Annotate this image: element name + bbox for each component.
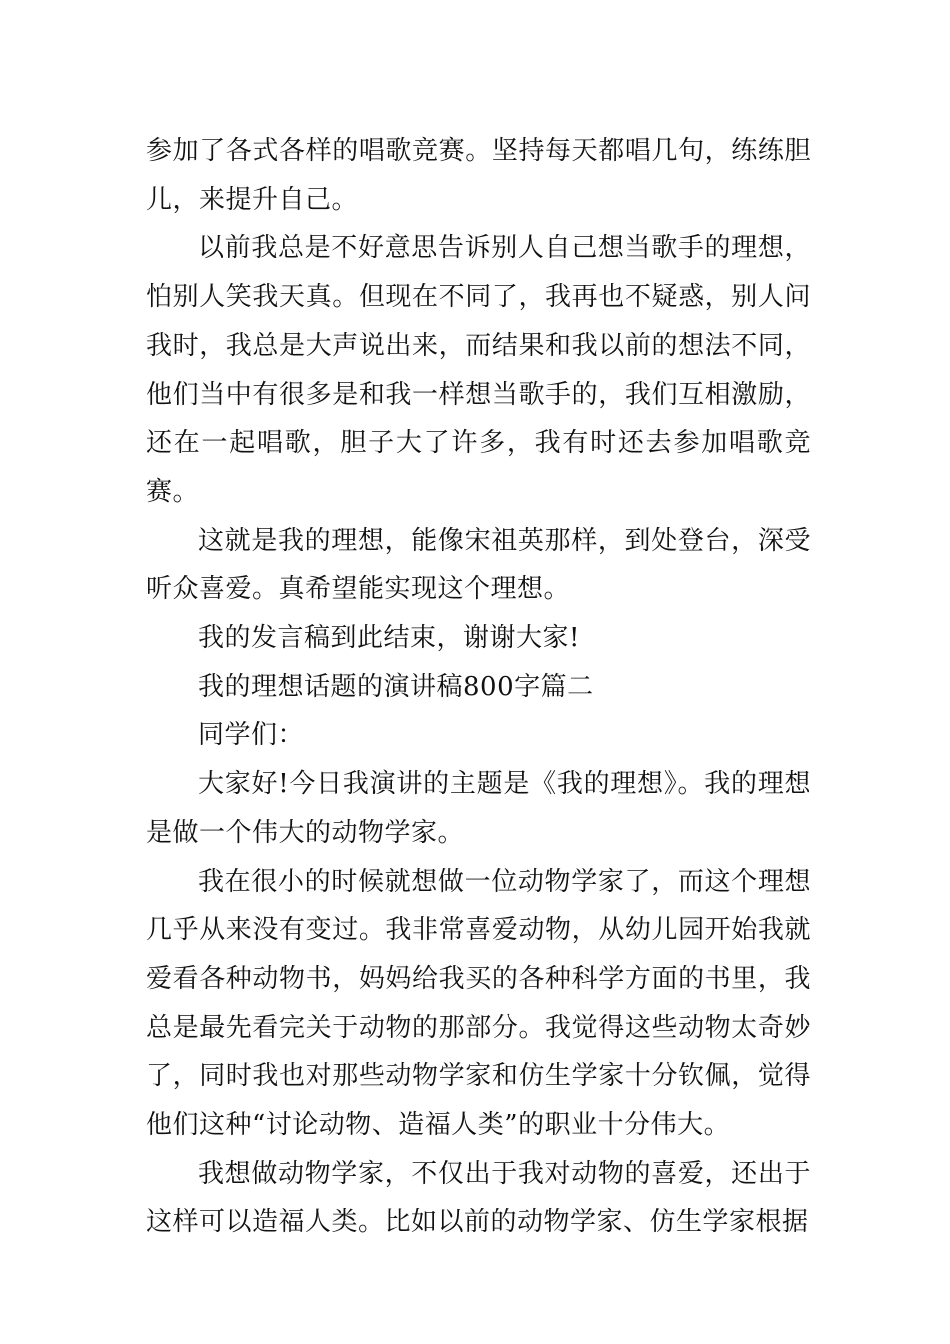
paragraph-closing: 我的发言稿到此结束，谢谢大家!: [198, 623, 580, 654]
document-body: [146, 127, 811, 1247]
section-title: 我的理想话题的演讲稿800字篇二: [198, 671, 594, 702]
salutation: 同学们：: [198, 720, 305, 751]
paragraph: 大家好!今日我演讲的主题是《我的理想》。我的理想是做一个伟大的动物学家。: [146, 769, 811, 848]
paragraph: 以前我总是不好意思告诉别人自己想当歌手的理想，怕别人笑我天真。但现在不同了，我再也不疑惑，别人问我时，我总是大声说出来，而结果和我以前的想法不同，他们当中有很多是和我一样想当歌手的，我们互相激励，还在一起唱歌，胆子大了许多，我有时还去参加唱歌竞赛。: [146, 233, 811, 507]
paragraph-continued: 参加了各式各样的唱歌竞赛。坚持每天都唱几句，练练胆儿，来提升自己。: [146, 136, 811, 215]
paragraph: 我想做动物学家，不仅出于我对动物的喜爱，还出于这样可以造福人类。比如以前的动物学家、仿生学家根据: [146, 1158, 811, 1238]
paragraph: 这就是我的理想，能像宋祖英那样，到处登台，深受听众喜爱。真希望能实现这个理想。: [146, 525, 811, 605]
paragraph: 我在很小的时候就想做一位动物学家了，而这个理想几乎从来没有变过。我非常喜爱动物，从幼儿园开始我就爱看各种动物书，妈妈给我买的各种科学方面的书里，我总是最先看完关于动物的那部分。我觉得这些动物太奇妙了，同时我也对那些动物学家和仿生学家十分钦佩，觉得他们这种“讨论动物、造福人类”的职业十分伟大。: [146, 866, 811, 1141]
